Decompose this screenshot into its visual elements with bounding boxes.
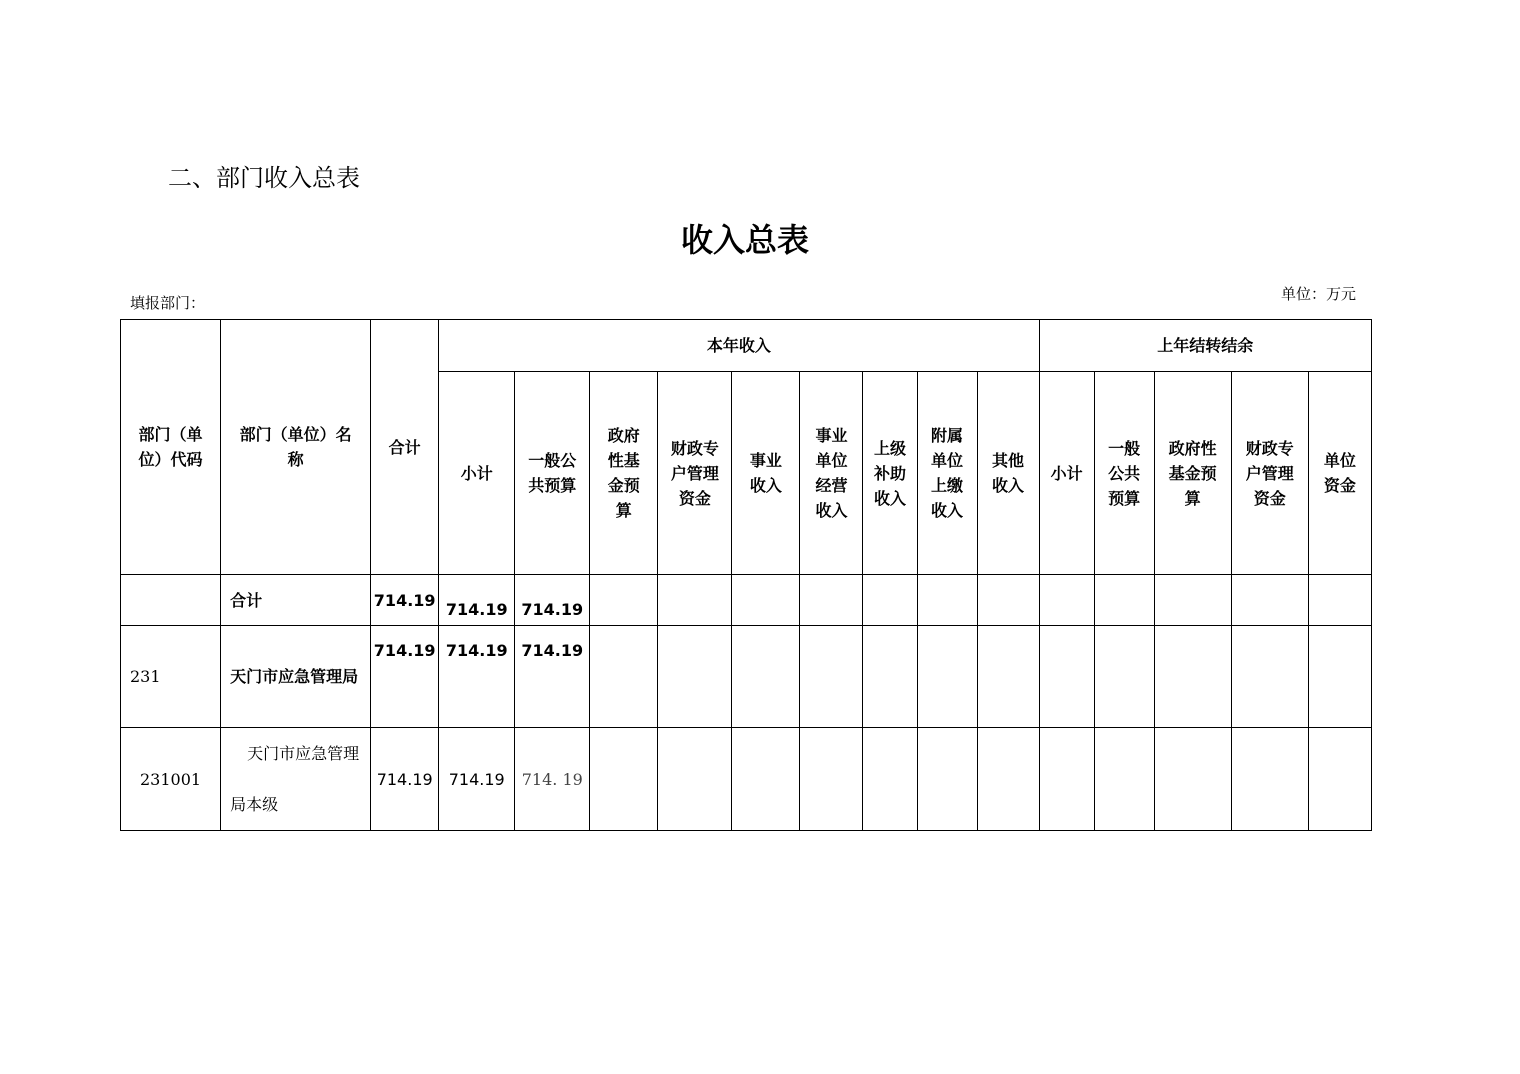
- cell-name: 天门市应急管理局本级: [221, 728, 371, 831]
- header-cy-gov-fund: 政府性基金预算: [590, 372, 658, 575]
- header-dept-code: 部门（单位）代码: [121, 320, 221, 575]
- header-cy-special-account: 财政专户管理资金: [658, 372, 732, 575]
- header-cy-subsidy-income: 上级补助收入: [863, 372, 917, 575]
- cell-code: 231001: [121, 728, 221, 831]
- cell-general-budget: 714.19: [515, 626, 590, 728]
- header-prev-year-carryover: 上年结转结余: [1039, 320, 1371, 372]
- header-cy-subtotal: 小计: [439, 372, 515, 575]
- cell-subtotal: 714.19: [439, 575, 515, 626]
- cell-code: [121, 575, 221, 626]
- header-cy-business-income: 事业收入: [732, 372, 800, 575]
- table-row-dept: [121, 626, 1372, 728]
- header-cy-general-budget: 一般公共预算: [515, 372, 590, 575]
- header-py-subtotal: 小计: [1039, 372, 1094, 575]
- cell-name: 合计: [221, 575, 371, 626]
- cell-general-budget: 714. 19: [515, 728, 590, 831]
- header-py-unit-funds: 单位资金: [1308, 372, 1371, 575]
- unit-label: 单位：万元: [1281, 285, 1357, 303]
- header-cy-operating-income: 事业单位经营收入: [800, 372, 863, 575]
- cell-subtotal: 714.19: [439, 626, 515, 728]
- header-cy-other-income: 其他收入: [977, 372, 1039, 575]
- header-cy-affiliated-income: 附属单位上缴收入: [917, 372, 977, 575]
- fill-department-label: 填报部门：: [130, 294, 206, 312]
- cell-total: 714.19: [371, 626, 439, 728]
- section-heading: 二、部门收入总表: [168, 164, 360, 192]
- income-summary-table: [120, 319, 1372, 831]
- cell-total: 714.19: [371, 575, 439, 626]
- cell-total: 714.19: [371, 728, 439, 831]
- table-row-subunit: [121, 728, 1372, 831]
- header-py-gov-fund: 政府性基金预算: [1154, 372, 1231, 575]
- header-dept-name: 部门（单位）名称: [221, 320, 371, 575]
- header-current-year-income: 本年收入: [439, 320, 1039, 372]
- cell-subtotal: 714.19: [439, 728, 515, 831]
- cell-code: 231: [121, 626, 221, 728]
- table-row-total: [121, 575, 1372, 626]
- header-py-general-budget: 一般公共预算: [1094, 372, 1154, 575]
- cell-general-budget: 714.19: [515, 575, 590, 626]
- cell-name: 天门市应急管理局: [221, 626, 371, 728]
- header-total: 合计: [371, 320, 439, 575]
- document-title: 收入总表: [680, 221, 809, 259]
- header-py-special-account: 财政专户管理资金: [1231, 372, 1308, 575]
